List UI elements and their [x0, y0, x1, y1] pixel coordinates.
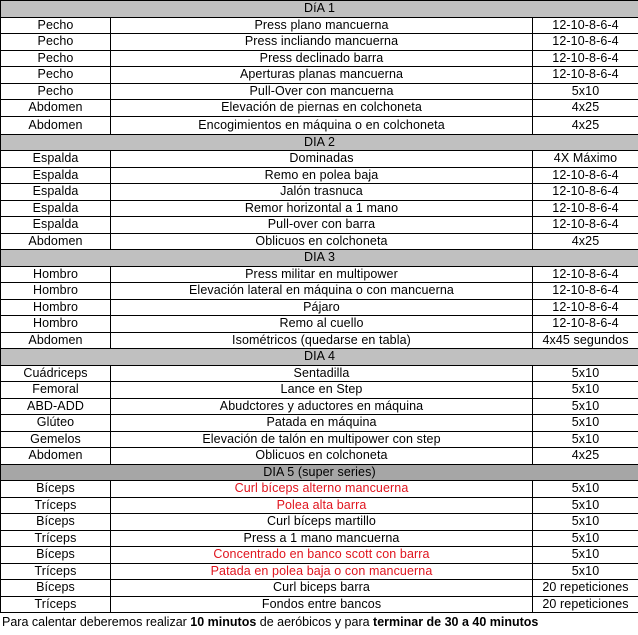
day-title: DIA 4	[1, 349, 638, 366]
exercise-cell: Press declinado barra	[111, 50, 533, 67]
table-row	[1, 167, 638, 184]
muscle-cell: ABD-ADD	[1, 398, 111, 415]
exercise-cell: Press incliando mancuerna	[111, 34, 533, 51]
table-row	[1, 481, 638, 498]
table-row	[1, 596, 638, 613]
muscle-cell: Espalda	[1, 184, 111, 201]
table-row	[1, 217, 638, 234]
muscle-cell: Tríceps	[1, 563, 111, 580]
reps-cell: 5x10	[533, 398, 638, 415]
reps-cell: 20 repeticiones	[533, 596, 638, 613]
muscle-cell: Espalda	[1, 200, 111, 217]
table-row	[1, 497, 638, 514]
table-row	[1, 448, 638, 465]
exercise-cell: Isométricos (quedarse en tabla)	[111, 332, 533, 349]
reps-cell: 4X Máximo	[533, 151, 638, 168]
exercise-cell: Elevación de talón en multipower con step	[111, 431, 533, 448]
reps-cell: 5x10	[533, 530, 638, 547]
warmup-note	[0, 613, 638, 630]
muscle-cell: Bíceps	[1, 580, 111, 597]
muscle-cell: Pecho	[1, 83, 111, 100]
note-text: de aeróbicos y para	[256, 615, 374, 629]
muscle-cell: Abdomen	[1, 100, 111, 117]
exercise-cell: Press a 1 mano mancuerna	[111, 530, 533, 547]
exercise-cell: Patada en máquina	[111, 415, 533, 432]
muscle-cell: Bíceps	[1, 481, 111, 498]
muscle-cell: Espalda	[1, 217, 111, 234]
muscle-cell: Pecho	[1, 17, 111, 34]
day-title: DIA 5 (super series)	[1, 464, 638, 481]
muscle-cell: Femoral	[1, 382, 111, 399]
muscle-cell: Hombro	[1, 316, 111, 333]
table-row	[1, 365, 638, 382]
muscle-cell: Pecho	[1, 50, 111, 67]
exercise-cell-highlighted: Curl bíceps alterno mancuerna	[111, 481, 533, 498]
table-row	[1, 398, 638, 415]
muscle-cell: Abdomen	[1, 233, 111, 250]
exercise-cell: Press militar en multipower	[111, 266, 533, 283]
table-row	[1, 67, 638, 84]
reps-cell: 12-10-8-6-4	[533, 167, 638, 184]
table-row	[1, 100, 638, 117]
muscle-cell: Hombro	[1, 299, 111, 316]
table-row	[1, 283, 638, 300]
exercise-cell: Remo al cuello	[111, 316, 533, 333]
reps-cell: 5x10	[533, 83, 638, 100]
exercise-cell: Curl bíceps martillo	[111, 514, 533, 531]
reps-cell: 12-10-8-6-4	[533, 200, 638, 217]
exercise-cell: Aperturas planas mancuerna	[111, 67, 533, 84]
reps-cell: 12-10-8-6-4	[533, 50, 638, 67]
exercise-cell-highlighted: Polea alta barra	[111, 497, 533, 514]
muscle-cell: Tríceps	[1, 596, 111, 613]
table-row	[1, 34, 638, 51]
muscle-cell: Cuádriceps	[1, 365, 111, 382]
muscle-cell: Abdomen	[1, 116, 111, 134]
reps-cell: 4x25	[533, 100, 638, 117]
reps-cell: 12-10-8-6-4	[533, 217, 638, 234]
muscle-cell: Bíceps	[1, 514, 111, 531]
reps-cell: 5x10	[533, 365, 638, 382]
muscle-cell: Bíceps	[1, 547, 111, 564]
muscle-cell: Pecho	[1, 34, 111, 51]
exercise-cell: Pull-over con barra	[111, 217, 533, 234]
exercise-cell: Fondos entre bancos	[111, 596, 533, 613]
reps-cell: 20 repeticiones	[533, 580, 638, 597]
table-row	[1, 200, 638, 217]
table-row	[1, 382, 638, 399]
table-row	[1, 116, 638, 134]
exercise-cell: Curl biceps barra	[111, 580, 533, 597]
day-header-4	[1, 349, 638, 366]
table-row	[1, 151, 638, 168]
table-row	[1, 184, 638, 201]
table-row	[1, 547, 638, 564]
exercise-cell: Elevación lateral en máquina o con mancuerna	[111, 283, 533, 300]
muscle-cell: Abdomen	[1, 332, 111, 349]
exercise-cell: Oblicuos en colchoneta	[111, 233, 533, 250]
reps-cell: 5x10	[533, 481, 638, 498]
reps-cell: 5x10	[533, 547, 638, 564]
reps-cell: 5x10	[533, 497, 638, 514]
reps-cell: 12-10-8-6-4	[533, 283, 638, 300]
day-header-1	[1, 1, 638, 18]
reps-cell: 5x10	[533, 382, 638, 399]
day-header-5	[1, 464, 638, 481]
reps-cell: 12-10-8-6-4	[533, 67, 638, 84]
table-row	[1, 266, 638, 283]
table-row	[1, 563, 638, 580]
exercise-cell: Encogimientos en máquina o en colchoneta	[111, 116, 533, 134]
muscle-cell: Gemelos	[1, 431, 111, 448]
reps-cell: 4x25	[533, 448, 638, 465]
exercise-cell-highlighted: Patada en polea baja o con mancuerna	[111, 563, 533, 580]
day-header-3	[1, 250, 638, 267]
day-title: DIA 3	[1, 250, 638, 267]
table-row	[1, 415, 638, 432]
day-header-2	[1, 134, 638, 151]
muscle-cell: Tríceps	[1, 497, 111, 514]
table-row	[1, 514, 638, 531]
reps-cell: 12-10-8-6-4	[533, 316, 638, 333]
muscle-cell: Espalda	[1, 151, 111, 168]
exercise-cell: Dominadas	[111, 151, 533, 168]
exercise-cell: Elevación de piernas en colchoneta	[111, 100, 533, 117]
table-row	[1, 83, 638, 100]
exercise-cell: Sentadilla	[111, 365, 533, 382]
reps-cell: 4x25	[533, 233, 638, 250]
table-row	[1, 316, 638, 333]
exercise-cell: Pull-Over con mancuerna	[111, 83, 533, 100]
exercise-cell: Press plano mancuerna	[111, 17, 533, 34]
note-text: Para calentar deberemos realizar	[2, 615, 191, 629]
table-row	[1, 233, 638, 250]
exercise-cell: Remo en polea baja	[111, 167, 533, 184]
exercise-cell: Pájaro	[111, 299, 533, 316]
reps-cell: 12-10-8-6-4	[533, 299, 638, 316]
reps-cell: 5x10	[533, 415, 638, 432]
muscle-cell: Glúteo	[1, 415, 111, 432]
day-title: DIA 2	[1, 134, 638, 151]
reps-cell: 4x25	[533, 116, 638, 134]
table-row	[1, 332, 638, 349]
reps-cell: 12-10-8-6-4	[533, 266, 638, 283]
note-bold-cooldown: terminar de 30 a 40 minutos	[373, 615, 539, 629]
table-row	[1, 431, 638, 448]
exercise-cell: Lance en Step	[111, 382, 533, 399]
muscle-cell: Abdomen	[1, 448, 111, 465]
table-row	[1, 17, 638, 34]
reps-cell: 12-10-8-6-4	[533, 34, 638, 51]
exercise-cell: Abudctores y aductores en máquina	[111, 398, 533, 415]
day-title: DíA 1	[1, 1, 638, 18]
reps-cell: 12-10-8-6-4	[533, 184, 638, 201]
exercise-cell: Remor horizontal a 1 mano	[111, 200, 533, 217]
note-bold-warmup: 10 minutos	[190, 615, 257, 629]
exercise-cell: Jalón trasnuca	[111, 184, 533, 201]
table-row	[1, 580, 638, 597]
muscle-cell: Tríceps	[1, 530, 111, 547]
reps-cell: 5x10	[533, 431, 638, 448]
exercise-cell-highlighted: Concentrado en banco scott con barra	[111, 547, 533, 564]
muscle-cell: Pecho	[1, 67, 111, 84]
table-row	[1, 50, 638, 67]
reps-cell: 5x10	[533, 514, 638, 531]
reps-cell: 5x10	[533, 563, 638, 580]
muscle-cell: Hombro	[1, 266, 111, 283]
table-row	[1, 299, 638, 316]
table-row	[1, 530, 638, 547]
exercise-cell: Oblicuos en colchoneta	[111, 448, 533, 465]
muscle-cell: Hombro	[1, 283, 111, 300]
reps-cell: 12-10-8-6-4	[533, 17, 638, 34]
muscle-cell: Espalda	[1, 167, 111, 184]
reps-cell: 4x45 segundos	[533, 332, 638, 349]
